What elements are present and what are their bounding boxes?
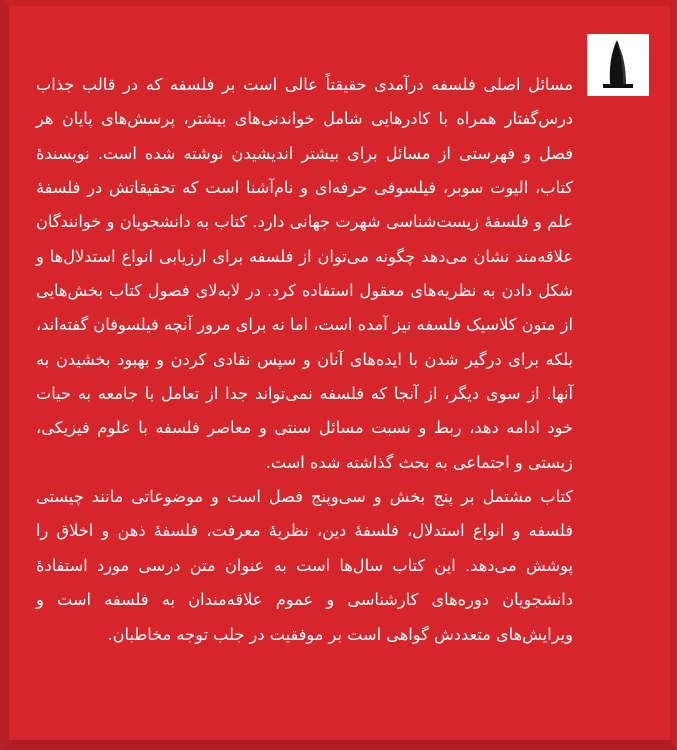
back-cover-blurb: [36, 68, 573, 652]
publisher-colophon-icon: [587, 34, 649, 96]
blurb-paragraph-1: مسائل اصلی فلسفه درآمدی حقیقتاً عالی است بر فلسفه که در قالب جذاب درس‌گفتار همراه با کادرهایی شامل خواندنی‌های بیشتر، پرسش‌های پایان هر فصل و فهرستی از مسائل برای بیشتر اندیشیدن نوشته شده است. نویسندهٔ کتاب، الیوت سوبر، فیلسوفی حرفه‌ای و نام‌آشنا است که تحقیقاتش در فلسفهٔ علم و فلسفهٔ زیست‌شناسی شهرت جهانی دارد. کتاب به دانشجویان و خوانندگان علاقه‌مند نشان می‌دهد چگونه می‌توان از فلسفه برای ارزیابی انواع استدلال‌ها و شکل دادن به نظریه‌های معقول استفاده کرد. در لابه‌لای فصول کتاب بخش‌هایی از متون کلاسیک فلسفه نیز آمده است، اما نه برای مرور آنچه فیلسوفان گفته‌اند، بلکه برای درگیر شدن با ایده‌های آنان و سپس نقادی کردن و بهبود بخشیدن به آنها. از سوی دیگر، از آنجا که فلسفه نمی‌تواند جدا از تعامل با جامعه به حیات خود ادامه دهد، ربط و نسبت مسائل سنتی و معاصر فلسفه با علوم فیزیکی، زیستی و اجتماعی به بحث گذاشته شده است.: [36, 75, 573, 472]
publisher-logo: [587, 34, 649, 96]
blurb-paragraph-2: کتاب مشتمل بر پنج بخش و سی‌وپنج فصل است و موضوعاتی مانند چیستی فلسفه و انواع استدلال، فلسفهٔ دین، نظریهٔ معرفت، فلسفهٔ ذهن و اخلاق را پوشش می‌دهد. این کتاب سال‌ها است به عنوان متن درسی مورد استفادهٔ دانشجویان دوره‌های کارشناسی و عموم علاقه‌مندان به فلسفه است و ویرایش‌های متعددش گواهی است بر موفقیت در جلب توجه مخاطبان.: [36, 487, 573, 644]
